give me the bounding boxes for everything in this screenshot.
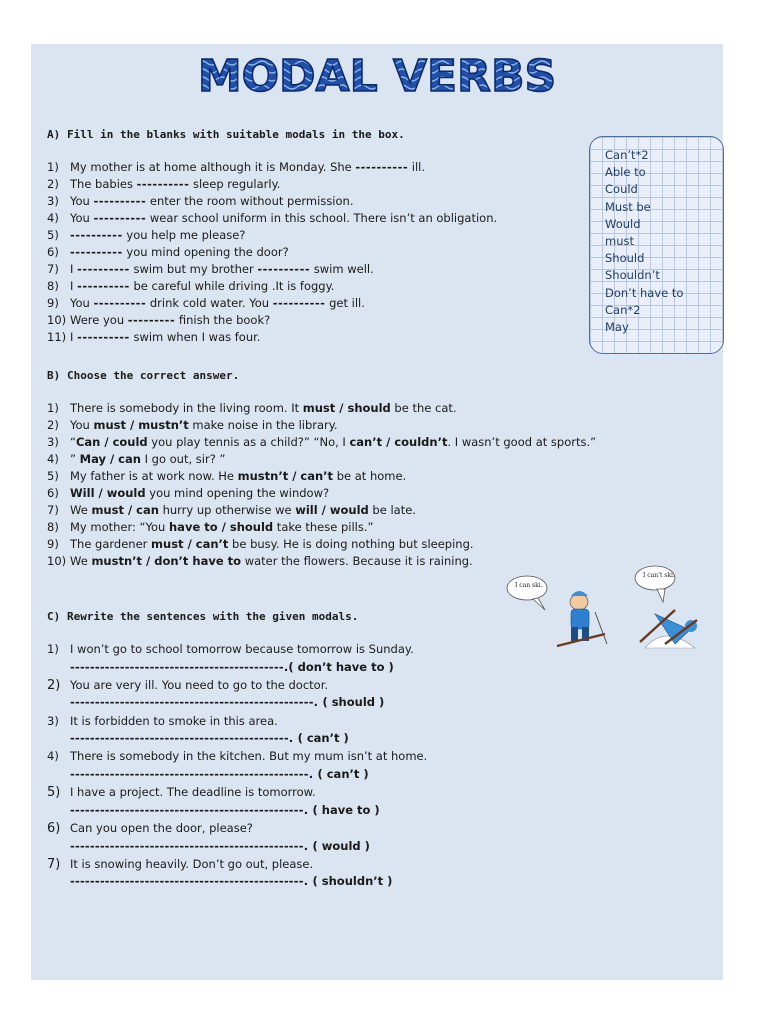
modal-word: Can*2 (605, 302, 641, 317)
question-number: 6) (47, 486, 59, 500)
answer-options[interactable]: can’t / couldn’t (349, 435, 448, 449)
question-a-5 (47, 227, 245, 244)
modal-word: Shouldn’t (605, 268, 660, 283)
question-b-1 (47, 400, 457, 417)
question-text: There is somebody in the living room. It (70, 401, 303, 415)
blank-line[interactable]: ---------- (272, 296, 326, 310)
question-text: be the cat. (390, 401, 457, 415)
question-number: 4) (47, 749, 59, 764)
question-text: be at home. (333, 469, 407, 483)
skiers-illustration (505, 564, 715, 654)
answer-blank[interactable]: -----------------------------------------------. (70, 838, 313, 853)
modal-word-box (589, 136, 724, 354)
question-text: Were you (70, 313, 128, 327)
blank-line[interactable]: ---------- (257, 262, 311, 276)
question-text: My mother: “You (70, 520, 169, 534)
question-text: I (70, 279, 78, 293)
title-wordart (157, 50, 597, 100)
blank-line[interactable]: ---------- (355, 160, 409, 174)
question-number: 10) (47, 313, 67, 327)
question-text: be careful while driving .It is foggy. (129, 279, 335, 293)
title-text: MODAL VERBS (197, 51, 557, 100)
modal-word: Could (605, 182, 638, 197)
rewrite-sentence-3 (47, 713, 278, 731)
rewrite-sentence-2 (47, 677, 328, 695)
question-a-1 (47, 159, 425, 176)
question-a-4 (47, 210, 497, 227)
answer-options[interactable]: must / mustn’t (93, 418, 189, 432)
section-b-heading-text: Choose the correct answer. (67, 369, 240, 382)
question-text: We (70, 503, 92, 517)
question-number: 3) (47, 713, 59, 728)
question-b-5 (47, 468, 406, 485)
rewrite-answer-line-2 (70, 694, 384, 712)
question-number: 3) (47, 194, 59, 208)
blank-line[interactable]: ---------- (93, 194, 147, 208)
given-modal: ( have to ) (312, 802, 380, 817)
question-b-4 (47, 451, 225, 468)
question-a-6 (47, 244, 289, 261)
question-text: hurry up otherwise we (158, 503, 296, 517)
given-modal: ( shouldn’t ) (312, 874, 393, 889)
question-a-3 (47, 193, 353, 210)
question-text: ” (70, 452, 80, 466)
section-a-heading-text: Fill in the blanks with suitable modals in the box. (67, 128, 405, 141)
rewrite-answer-line-1 (70, 659, 394, 677)
sentence-text: I have a project. The deadline is tomorrow. (70, 785, 316, 800)
question-text: you mind opening the door? (122, 245, 289, 259)
question-number: 5) (47, 785, 61, 801)
question-text: you help me please? (122, 228, 246, 242)
answer-options[interactable]: must / can’t (151, 537, 229, 551)
question-text: you mind opening the window? (145, 486, 330, 500)
modal-word: Able to (605, 165, 646, 180)
given-modal: ( don’t have to ) (288, 659, 394, 674)
answer-options[interactable]: mustn’t / can’t (237, 469, 334, 483)
question-b-9 (47, 536, 474, 553)
question-text: drink cold water. You (146, 296, 273, 310)
question-b-3 (47, 434, 596, 451)
question-b-10 (47, 553, 473, 570)
question-text: The gardener (70, 537, 152, 551)
section-b-letter: B) (47, 369, 61, 382)
question-number: 7) (47, 856, 61, 872)
question-number: 1) (47, 160, 59, 174)
section-b-heading (47, 369, 239, 382)
rewrite-answer-line-3 (70, 730, 349, 748)
answer-options[interactable]: will / would (295, 503, 369, 517)
question-text: water the flowers. Because it is raining. (241, 554, 473, 568)
question-text: The babies (70, 177, 137, 191)
question-number: 2) (47, 418, 59, 432)
answer-blank[interactable]: ------------------------------------------------. (70, 766, 318, 781)
modal-word: Should (605, 251, 645, 266)
question-b-6 (47, 485, 329, 502)
question-number: 11) (47, 330, 67, 344)
speech-bubble-left (507, 576, 547, 610)
question-number: 6) (47, 821, 61, 836)
question-text: be late. (368, 503, 416, 517)
section-c-letter: C) (47, 610, 61, 623)
rewrite-answer-line-4 (70, 766, 369, 784)
question-text: My mother is at home although it is Monday. She (70, 160, 356, 174)
question-number: 8) (47, 279, 59, 293)
sentence-text: It is forbidden to smoke in this area. (70, 713, 278, 728)
question-text: My father is at work now. He (70, 469, 238, 483)
section-c-heading-text: Rewrite the sentences with the given modals. (67, 610, 359, 623)
rewrite-sentence-1 (47, 641, 414, 659)
answer-blank[interactable]: -------------------------------------------------. (70, 695, 323, 710)
question-text: be busy. He is doing nothing but sleeping. (228, 537, 474, 551)
section-a-heading (47, 128, 405, 141)
modal-word-list (590, 137, 723, 336)
given-modal: ( can’t ) (317, 766, 369, 781)
answer-options[interactable]: Will / would (70, 486, 146, 500)
blank-line[interactable]: ---------- (136, 177, 190, 191)
answer-options[interactable]: must / should (302, 401, 391, 415)
question-text: take these pills.” (273, 520, 374, 534)
skier-fallen-figure (640, 610, 697, 648)
question-text: I (70, 330, 78, 344)
worksheet-title (31, 50, 723, 100)
blank-line[interactable]: ---------- (93, 296, 147, 310)
question-a-7 (47, 261, 374, 278)
question-a-11 (47, 329, 260, 346)
rewrite-sentence-4 (47, 748, 427, 766)
modal-word: Don’t have to (605, 285, 684, 300)
question-text: wear school uniform in this school. There isn’t an obligation. (146, 211, 498, 225)
question-number: 6) (47, 245, 59, 259)
answer-blank[interactable]: -----------------------------------------------. (70, 802, 313, 817)
question-text: swim when I was four. (129, 330, 261, 344)
sentence-text: There is somebody in the kitchen. But my mum isn’t at home. (70, 749, 428, 764)
question-number: 8) (47, 520, 59, 534)
modal-word: Can’t*2 (605, 148, 649, 162)
sentence-text: You are very ill. You need to go to the doctor. (70, 677, 329, 692)
question-a-8 (47, 278, 334, 295)
given-modal: ( would ) (312, 838, 370, 853)
question-text: swim but my brother (129, 262, 258, 276)
given-modal: ( should ) (322, 695, 385, 710)
blank-line[interactable]: ---------- (70, 245, 123, 259)
question-text: I go out, sir? ” (140, 452, 226, 466)
question-a-9 (47, 295, 365, 312)
answer-options[interactable]: have to / should (169, 520, 274, 534)
worksheet-page (31, 44, 723, 980)
answer-blank[interactable]: --------------------------------------------. (70, 731, 298, 746)
question-number: 1) (47, 401, 59, 415)
rewrite-answer-line-5 (70, 802, 380, 820)
speech-bubble-right (635, 566, 675, 602)
question-b-2 (47, 417, 338, 434)
blank-line[interactable]: ---------- (77, 262, 130, 276)
section-a-letter: A) (47, 128, 61, 141)
question-text: You (70, 194, 94, 208)
rewrite-sentence-6 (47, 820, 253, 838)
question-b-7 (47, 502, 416, 519)
answer-options[interactable]: mustn’t / don’t have to (91, 554, 242, 568)
question-text: you play tennis as a child?” “No, I (147, 435, 350, 449)
question-number: 5) (47, 228, 59, 242)
blank-line[interactable]: ---------- (70, 228, 123, 242)
question-text: You (70, 211, 94, 225)
question-number: 9) (47, 537, 59, 551)
rewrite-answer-line-7 (70, 873, 392, 891)
question-number: 4) (47, 211, 59, 225)
question-text: finish the book? (175, 313, 271, 327)
question-number: 2) (47, 177, 59, 191)
sentence-text: I won’t go to school tomorrow because tomorrow is Sunday. (70, 642, 414, 656)
question-text: You (70, 418, 94, 432)
given-modal: ( can’t ) (297, 731, 349, 746)
answer-blank[interactable]: -----------------------------------------------. (70, 874, 313, 889)
question-number: 9) (47, 296, 59, 310)
blank-line[interactable]: ---------- (77, 330, 130, 344)
answer-options[interactable]: Can / could (75, 435, 148, 449)
question-number: 1) (47, 642, 59, 656)
question-number: 10) (47, 554, 67, 568)
blank-line[interactable]: ---------- (93, 211, 147, 225)
question-text: You (70, 296, 94, 310)
section-c-heading (47, 610, 358, 623)
question-number: 5) (47, 469, 59, 483)
question-number: 7) (47, 262, 59, 276)
bubble-right-text: I can’t ski. (643, 572, 675, 579)
question-text: I (70, 262, 78, 276)
question-text: enter the room without permission. (146, 194, 354, 208)
rewrite-sentence-5 (47, 784, 316, 802)
modal-word: Must be (605, 199, 651, 214)
blank-line[interactable]: ---------- (77, 279, 130, 293)
question-text: “ (70, 435, 76, 449)
answer-options[interactable]: must / can (91, 503, 159, 517)
question-text: swim well. (310, 262, 374, 276)
rewrite-sentence-7 (47, 856, 313, 874)
sentence-text: It is snowing heavily. Don’t go out, please. (70, 856, 314, 871)
blank-line[interactable]: --------- (127, 313, 176, 327)
question-b-8 (47, 519, 373, 536)
question-number: 2) (47, 677, 61, 693)
question-text: ill. (408, 160, 426, 174)
modal-word: Would (605, 216, 641, 231)
question-number: 7) (47, 503, 59, 517)
answer-blank[interactable]: -------------------------------------------. (70, 659, 289, 674)
rewrite-answer-line-6 (70, 838, 370, 856)
question-text: . I wasn’t good at sports.” (447, 435, 597, 449)
bubble-left-text: I can ski. (515, 582, 543, 589)
modal-word: May (605, 320, 629, 335)
question-text: We (70, 554, 92, 568)
modal-word: must (605, 234, 634, 249)
question-number: 3) (47, 435, 59, 449)
question-a-10 (47, 312, 270, 329)
question-a-2 (47, 176, 280, 193)
answer-options[interactable]: May / can (79, 452, 141, 466)
question-text: get ill. (325, 296, 365, 310)
question-number: 4) (47, 452, 59, 466)
sentence-text: Can you open the door, please? (70, 821, 253, 835)
question-text: sleep regularly. (189, 177, 281, 191)
skier-standing-figure (557, 591, 607, 646)
question-text: make noise in the library. (188, 418, 338, 432)
